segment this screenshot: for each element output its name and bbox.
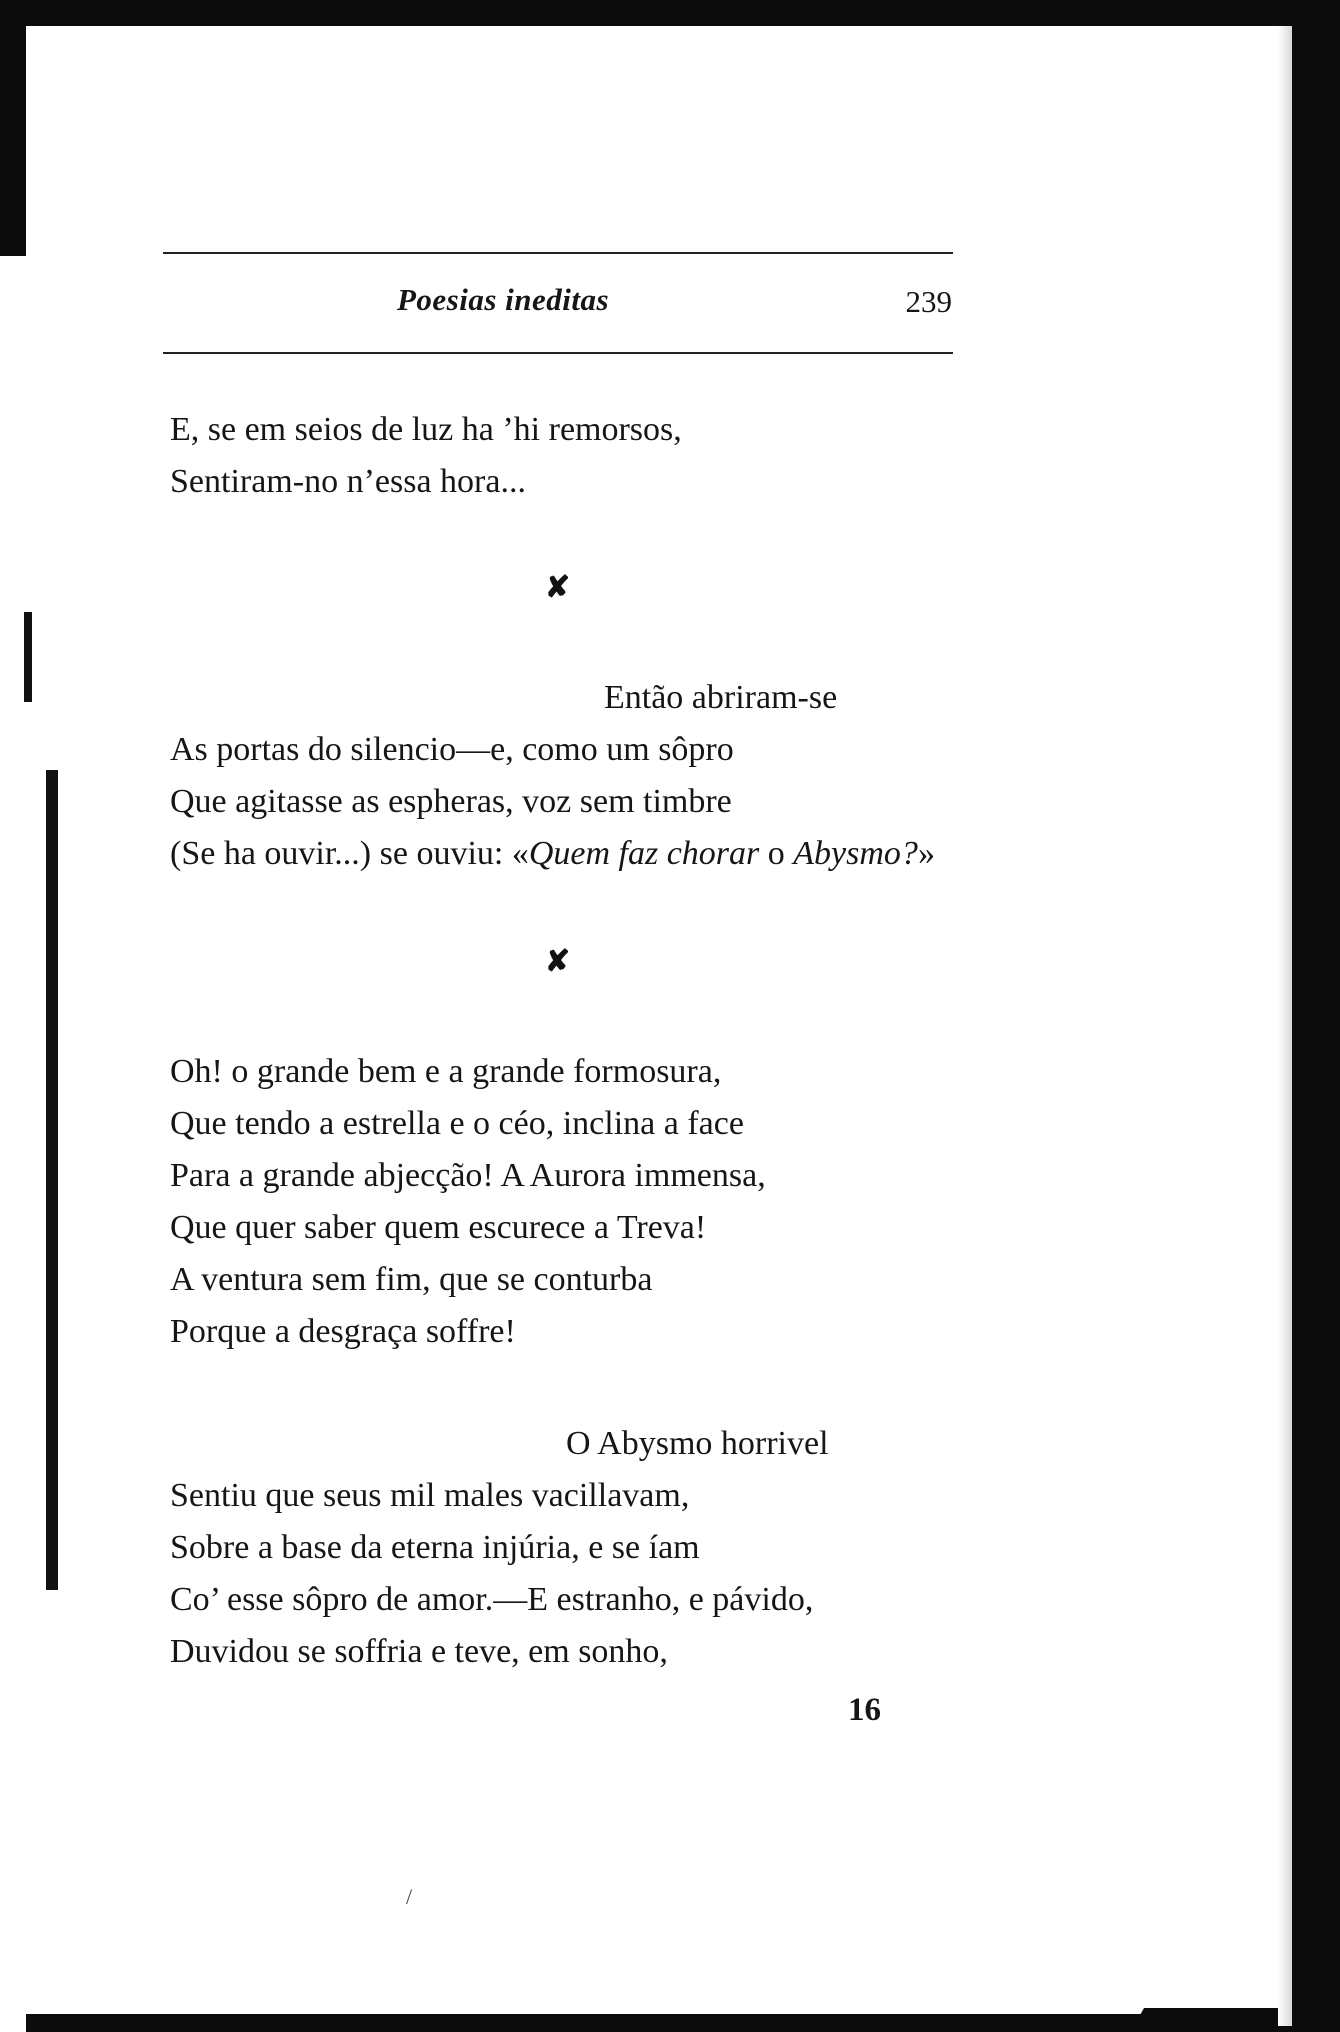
verse-line-indented: O Abysmo horrivel bbox=[566, 1425, 829, 1462]
verse-line: Porque a desgraça soffre! bbox=[170, 1313, 516, 1350]
verse-line: Para a grande abjecção! A Aurora immensa, bbox=[170, 1157, 766, 1194]
verse-line: As portas do silencio—e, como um sôpro bbox=[170, 731, 734, 768]
header-rule-top bbox=[163, 252, 953, 254]
verse-text: (Se ha ouvir...) se ouviu: « bbox=[170, 835, 529, 872]
header-rule-bottom bbox=[163, 352, 953, 354]
verse-line: E, se em seios de luz ha ’hi remorsos, bbox=[170, 411, 682, 448]
verse-line: Sentiram-no n’essa hora... bbox=[170, 463, 526, 500]
verse-line: A ventura sem fim, que se conturba bbox=[170, 1261, 653, 1298]
verse-line-indented: Então abriram-se bbox=[604, 679, 838, 716]
scan-border-top bbox=[0, 0, 1340, 26]
verse-line-quote bbox=[170, 832, 935, 876]
verse-line: Sentiu que seus mil males vacillavam, bbox=[170, 1477, 690, 1514]
verse-text-italic: Abysmo? bbox=[793, 835, 918, 872]
verse-line: Co’ esse sôpro de amor.—E estranho, e pávido, bbox=[170, 1581, 814, 1618]
scan-border-left bbox=[0, 26, 26, 256]
verse-line: Que tendo a estrella e o céo, inclina a face bbox=[170, 1105, 744, 1142]
scan-edge-mark bbox=[24, 612, 32, 702]
verse-text: » bbox=[917, 835, 935, 872]
verse-line: Que agitasse as espheras, voz sem timbre bbox=[170, 783, 732, 820]
section-ornament: ✘ bbox=[545, 571, 571, 604]
verse-line: Que quer saber quem escurece a Treva! bbox=[170, 1209, 707, 1246]
verse-line: Duvidou se soffria e teve, em sonho, bbox=[170, 1633, 668, 1670]
page-edge-shadow bbox=[1278, 26, 1292, 2026]
stray-mark: / bbox=[406, 1884, 413, 1909]
signature-mark: 16 bbox=[848, 1692, 881, 1728]
verse-line: Oh! o grande bem e a grande formosura, bbox=[170, 1053, 722, 1090]
verse-text: o bbox=[759, 835, 794, 872]
running-title: Poesias ineditas bbox=[396, 282, 610, 317]
page-number: 239 bbox=[905, 284, 952, 319]
section-ornament: ✘ bbox=[545, 945, 571, 978]
scan-border-right bbox=[1292, 0, 1340, 2032]
verse-text-italic: Quem faz chorar bbox=[528, 835, 760, 872]
scan-edge-mark bbox=[46, 770, 58, 1590]
verse-line: Sobre a base da eterna injúria, e se íam bbox=[170, 1529, 700, 1566]
